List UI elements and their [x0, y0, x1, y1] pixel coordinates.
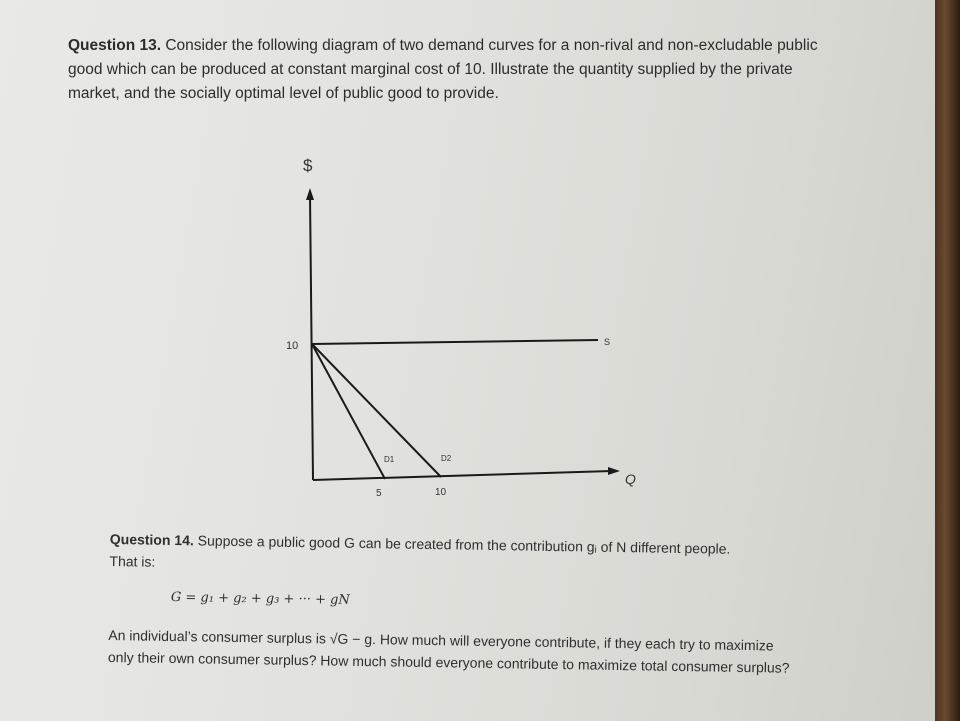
that-is-text: That is:	[109, 552, 156, 570]
y-axis-label: $	[303, 156, 313, 175]
question-14-paragraph: An individual’s consumer surplus is √G − g. How much will everyone contribute, if they each try to maximize only their own consumer surplus? How much should everyone contribute to maximize total consumer surplus?	[107, 626, 790, 676]
y-axis-arrow	[306, 188, 314, 200]
x-axis	[313, 471, 612, 480]
demand-curve-2	[312, 344, 441, 477]
demand-2-label: D2	[441, 454, 452, 463]
q-tick-label-1: 5	[376, 488, 382, 499]
price-tick-label: 10	[286, 340, 299, 352]
question-13-text: Consider the following diagram of two demand curves for a non-rival and non-excludable public good which can be produced at constant marginal cost of 10. Illustrate the quantity supplied by the private market, and the socially optimal level of public good to provide.	[68, 37, 818, 102]
demand-curve-1	[312, 344, 385, 479]
question-14-text: Suppose a public good G can be created from the contribution gᵢ of N different people.	[193, 532, 731, 557]
q-tick-label-2: 10	[435, 487, 447, 498]
question-14-label: Question 14.	[109, 530, 194, 549]
supply-label: S	[604, 337, 611, 347]
question-13-label: Question 13.	[68, 37, 162, 54]
x-axis-label: Q	[625, 471, 636, 487]
y-axis	[310, 195, 313, 480]
x-axis-arrow	[608, 467, 620, 475]
demand-1-label: D1	[384, 455, 395, 464]
supply-line	[312, 340, 598, 344]
question-14	[108, 528, 800, 679]
sum-equation: G = g₁ + g₂ + g₃ + ··· + gN	[170, 589, 350, 608]
